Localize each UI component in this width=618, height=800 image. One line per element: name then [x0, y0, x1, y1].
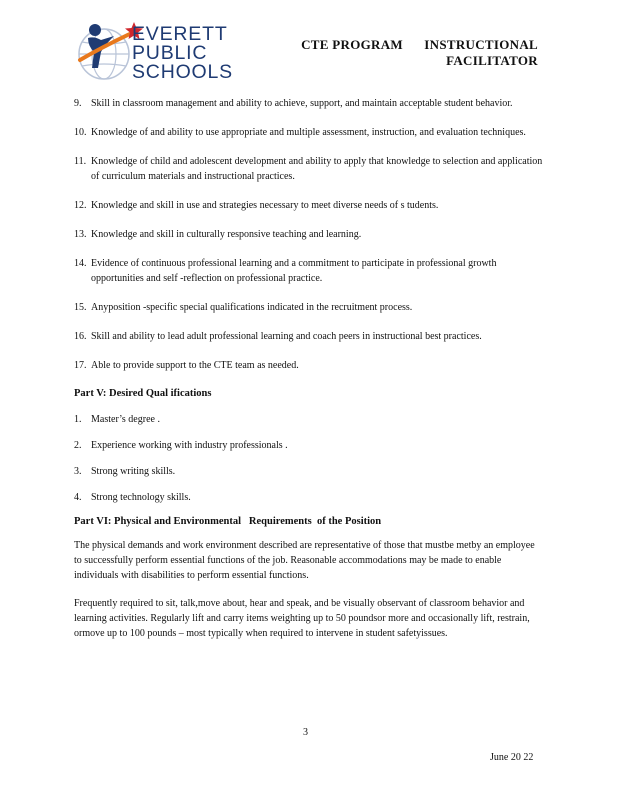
list-item — [74, 438, 544, 453]
list-item — [74, 256, 544, 286]
list-item — [74, 300, 544, 315]
list-number: 1. — [74, 414, 82, 425]
list-text: Knowledge and skill in use and strategies necessary to meet diverse needs of s tudents. — [91, 200, 439, 211]
list-text: Able to provide support to the CTE team as needed. — [91, 360, 299, 371]
list-item — [74, 358, 544, 373]
document-header-title — [300, 37, 538, 69]
list-number: 11. — [74, 156, 87, 167]
list-text: Evidence of continuous professional learning and a commitment to participate in professional growth opportunities and self -reflection on professional practice. — [91, 258, 497, 284]
list-number: 3. — [74, 466, 82, 477]
list-number: 13. — [74, 229, 87, 240]
paragraph-physical-demands: The physical demands and work environment described are representative of those that mustbe metby an employee to successfully perform essential functions of the job. Reasonable accommodations may be made to enable individuals with disabilities to perform essential functions. — [74, 540, 535, 581]
list-text: Skill in classroom management and ability to achieve, support, and maintain acceptable student behavior. — [91, 98, 513, 109]
paragraph-frequently-required: Frequently required to sit, talk,move about, hear and speak, and be visually observant of classroom behavior and learning activities. Regularly lift and carry items weighting up to 50 poundsor more and occasionally lift, restrain, ormove up to 100 pounds – most typically when required to intervene in student safetyissues. — [74, 598, 530, 639]
list-text: Knowledge of child and adolescent development and ability to apply that knowledge to selection and application of curriculum materials and instructional practices. — [91, 156, 543, 182]
list-item — [74, 329, 544, 344]
list-text: Skill and ability to lead adult professional learning and coach peers in instructional best practices. — [91, 331, 482, 342]
logo-wordmark — [132, 25, 233, 82]
list-item — [74, 154, 544, 184]
list-number: 9. — [74, 98, 82, 109]
document-body — [74, 96, 544, 641]
section-heading-part5: Part V: Desired Qual ifications — [74, 388, 212, 399]
list-text: Knowledge and skill in culturally responsive teaching and learning. — [91, 229, 362, 240]
list-number: 17. — [74, 360, 87, 371]
list-item — [74, 412, 544, 427]
list-number: 14. — [74, 258, 87, 269]
list-number: 2. — [74, 440, 82, 451]
logo-line-schools: SCHOOLS — [132, 61, 233, 83]
list-text: Master’s degree . — [91, 414, 160, 425]
list-text: Knowledge of and ability to use appropriate and multiple assessment, instruction, and evaluation techniques. — [91, 127, 526, 138]
footer-date: June 20 22 — [490, 752, 534, 763]
list-number: 15. — [74, 302, 87, 313]
list-text: Experience working with industry professionals . — [91, 440, 288, 451]
list-text: Strong writing skills. — [91, 466, 176, 477]
section-heading-part6: Part VI: Physical and Environmental Requirements of the Position — [74, 516, 382, 527]
logo-line-public: PUBLIC — [132, 42, 208, 64]
everett-public-schools-logo — [74, 16, 244, 88]
list-text: Anyposition -specific special qualifications indicated in the recruitment process. — [91, 302, 413, 313]
list-item — [74, 490, 544, 505]
list-item — [74, 227, 544, 242]
list-item — [74, 198, 544, 213]
logo-line-everett: EVERETT — [132, 23, 228, 45]
list-number: 12. — [74, 200, 87, 211]
list-item — [74, 125, 544, 140]
list-number: 4. — [74, 492, 82, 503]
page-number: 3 — [303, 727, 308, 738]
header-title-line2: FACILITATOR — [446, 53, 538, 68]
list-item — [74, 96, 544, 111]
list-item — [74, 464, 544, 479]
list-number: 16. — [74, 331, 87, 342]
list-text: Strong technology skills. — [91, 492, 191, 503]
list-number: 10. — [74, 127, 87, 138]
header-title-line1: CTE PROGRAM INSTRUCTIONAL — [301, 37, 538, 52]
